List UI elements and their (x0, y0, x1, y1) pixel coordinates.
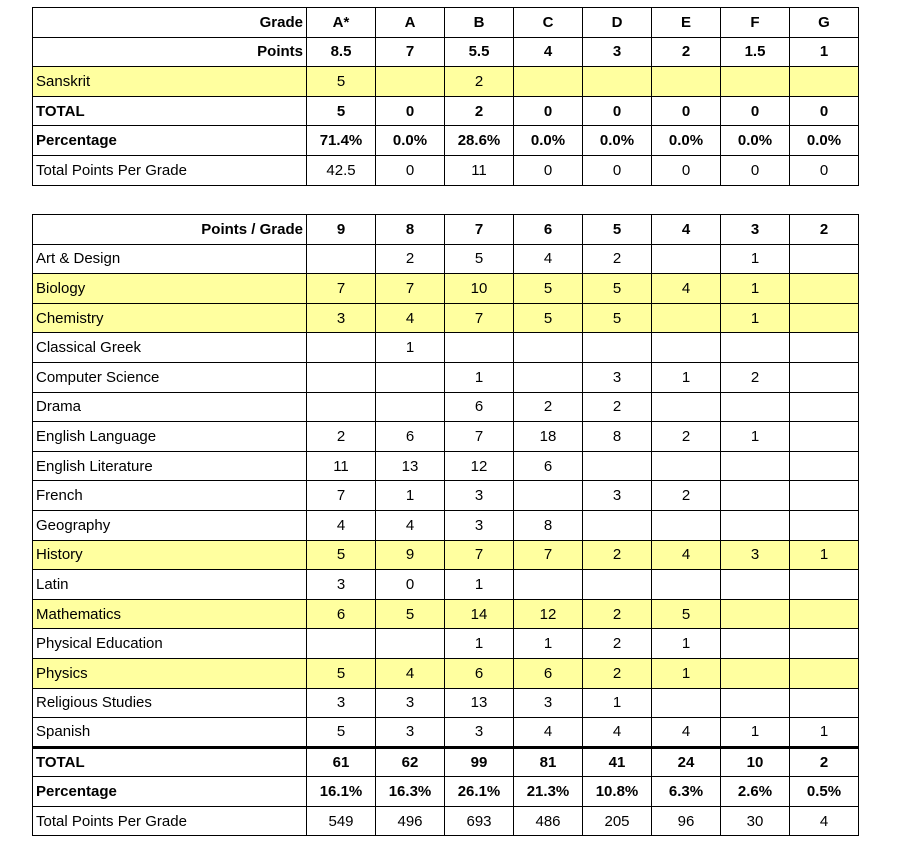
table-cell: 1 (652, 629, 721, 659)
subject-label: Computer Science (33, 362, 307, 392)
subject-row (33, 510, 859, 540)
table-cell: 1 (514, 629, 583, 659)
table-cell (514, 362, 583, 392)
table-cell: 99 (445, 747, 514, 777)
table-cell (721, 481, 790, 511)
table-cell: 71.4% (307, 126, 376, 156)
summary-label: Percentage (33, 777, 307, 807)
table-cell: 7 (445, 422, 514, 452)
table-cell: 9 (376, 540, 445, 570)
table-cell (790, 362, 859, 392)
table-cell: 4 (583, 718, 652, 748)
table-cell: 2 (514, 392, 583, 422)
table-cell (790, 599, 859, 629)
table-cell: 4 (652, 274, 721, 304)
table-cell (652, 392, 721, 422)
table-cell: 0 (376, 155, 445, 185)
table-row (33, 126, 859, 156)
table-cell: 0 (583, 155, 652, 185)
grade-points-table-sanskrit (32, 7, 859, 186)
table-cell: 2 (583, 392, 652, 422)
subject-label: Chemistry (33, 303, 307, 333)
table-cell: 5 (583, 303, 652, 333)
grade-header-cell: D (583, 8, 652, 38)
table-cell: 3 (445, 510, 514, 540)
subject-row (33, 599, 859, 629)
table-cell: 10.8% (583, 777, 652, 807)
table-cell: 486 (514, 806, 583, 836)
subject-row (33, 718, 859, 748)
subject-row (33, 658, 859, 688)
table-cell: 7 (514, 540, 583, 570)
table-row (33, 155, 859, 185)
table-cell (652, 688, 721, 718)
table-cell: 0.0% (583, 126, 652, 156)
table-cell: 1 (376, 481, 445, 511)
table-cell: 30 (721, 806, 790, 836)
table-cell: 2 (583, 244, 652, 274)
table-cell (376, 67, 445, 97)
table-cell: 2 (307, 422, 376, 452)
table-cell: 1 (445, 362, 514, 392)
table-cell (307, 362, 376, 392)
table-cell: 6 (307, 599, 376, 629)
table-cell: 1 (583, 688, 652, 718)
table-cell: 0.0% (652, 126, 721, 156)
points-header-cell: 7 (445, 215, 514, 245)
table-cell: 41 (583, 747, 652, 777)
table-cell (790, 629, 859, 659)
table-cell (721, 570, 790, 600)
subject-label: English Literature (33, 451, 307, 481)
table-cell: 11 (307, 451, 376, 481)
table-cell: 2 (652, 422, 721, 452)
points-header-cell: 9 (307, 215, 376, 245)
table-cell: 12 (514, 599, 583, 629)
table-cell: 5 (307, 718, 376, 748)
table-cell: 0.0% (514, 126, 583, 156)
table-cell: 18 (514, 422, 583, 452)
table-cell (514, 333, 583, 363)
subject-label: Physical Education (33, 629, 307, 659)
table-cell: 0 (790, 155, 859, 185)
table-cell (307, 244, 376, 274)
subject-label: Classical Greek (33, 333, 307, 363)
table-cell: 6.3% (652, 777, 721, 807)
table-cell: 3 (307, 303, 376, 333)
table-cell: 13 (445, 688, 514, 718)
table-cell: 3 (583, 362, 652, 392)
table-cell: 1 (376, 333, 445, 363)
table-cell: 6 (514, 451, 583, 481)
table-cell: 3 (376, 718, 445, 748)
table-cell: 1 (721, 244, 790, 274)
table-cell: 8 (583, 422, 652, 452)
table-cell (721, 333, 790, 363)
row-label: Sanskrit (33, 67, 307, 97)
table-cell (721, 599, 790, 629)
table-cell: 0.0% (376, 126, 445, 156)
points-header-cell: 6 (514, 215, 583, 245)
table-cell: 2 (790, 747, 859, 777)
table-cell (583, 333, 652, 363)
subject-label: Geography (33, 510, 307, 540)
table-cell (652, 67, 721, 97)
table-cell: 5 (514, 274, 583, 304)
table-cell: 0.0% (790, 126, 859, 156)
table-cell: 1 (652, 362, 721, 392)
table-cell: 7 (307, 481, 376, 511)
table-cell (721, 392, 790, 422)
table-cell (790, 67, 859, 97)
subject-label: Latin (33, 570, 307, 600)
table-cell: 4 (652, 718, 721, 748)
points-header-cell: 5 (583, 215, 652, 245)
summary-label: Total Points Per Grade (33, 806, 307, 836)
table-cell: 7 (376, 274, 445, 304)
table-cell: 3 (445, 481, 514, 511)
table-cell: 0 (514, 96, 583, 126)
table-cell: 2 (445, 67, 514, 97)
table-cell (583, 510, 652, 540)
table-cell: 1 (721, 274, 790, 304)
table-cell (790, 451, 859, 481)
points-header-cell: 1.5 (721, 37, 790, 67)
table-cell: 7 (445, 303, 514, 333)
table-cell: 4 (376, 510, 445, 540)
summary-label: TOTAL (33, 747, 307, 777)
points-grade-header-row (33, 215, 859, 245)
table-cell: 21.3% (514, 777, 583, 807)
table-cell (307, 333, 376, 363)
table-cell: 24 (652, 747, 721, 777)
subject-row (33, 333, 859, 363)
table-cell (790, 392, 859, 422)
table-cell (652, 333, 721, 363)
subject-row (33, 392, 859, 422)
table-cell: 0 (583, 96, 652, 126)
table-cell: 7 (445, 540, 514, 570)
table-cell (721, 67, 790, 97)
table-cell (514, 67, 583, 97)
points-header-cell: 2 (652, 37, 721, 67)
table-cell: 5 (514, 303, 583, 333)
subject-row (33, 540, 859, 570)
table-cell: 0.0% (721, 126, 790, 156)
table-cell: 205 (583, 806, 652, 836)
summary-row (33, 777, 859, 807)
subject-row (33, 481, 859, 511)
subject-label: History (33, 540, 307, 570)
table-cell: 16.3% (376, 777, 445, 807)
subject-label: Biology (33, 274, 307, 304)
table-cell (583, 570, 652, 600)
subject-row (33, 274, 859, 304)
table-cell: 2 (721, 362, 790, 392)
table-cell: 4 (514, 244, 583, 274)
table-cell: 2 (652, 481, 721, 511)
table-cell: 3 (721, 540, 790, 570)
table-row (33, 67, 859, 97)
table-cell: 7 (307, 274, 376, 304)
table-cell: 3 (445, 718, 514, 748)
table-cell (790, 658, 859, 688)
table-cell: 62 (376, 747, 445, 777)
table-cell: 42.5 (307, 155, 376, 185)
table-cell: 5 (307, 67, 376, 97)
table-cell (376, 362, 445, 392)
points-header-row (33, 37, 859, 67)
subject-label: Physics (33, 658, 307, 688)
table-cell: 13 (376, 451, 445, 481)
subject-label: Spanish (33, 718, 307, 748)
table-cell (652, 303, 721, 333)
grade-points-table-subjects (32, 214, 859, 836)
grade-header-cell: G (790, 8, 859, 38)
grade-header-cell: A (376, 8, 445, 38)
table-cell: 5 (307, 658, 376, 688)
table-cell: 4 (376, 658, 445, 688)
table-cell: 96 (652, 806, 721, 836)
table-cell (376, 392, 445, 422)
table-cell: 2.6% (721, 777, 790, 807)
grade-header-cell: E (652, 8, 721, 38)
table-cell: 1 (790, 540, 859, 570)
table-cell (790, 570, 859, 600)
grade-header-label: Grade (33, 8, 307, 38)
table-cell (652, 510, 721, 540)
table-cell: 1 (721, 718, 790, 748)
table-cell: 2 (583, 540, 652, 570)
subject-row (33, 688, 859, 718)
table-cell: 11 (445, 155, 514, 185)
table-cell (790, 510, 859, 540)
summary-row (33, 747, 859, 777)
table-cell (790, 481, 859, 511)
table-cell: 3 (307, 688, 376, 718)
table-cell (514, 481, 583, 511)
table-cell: 0 (376, 570, 445, 600)
subject-label: Drama (33, 392, 307, 422)
subject-label: Mathematics (33, 599, 307, 629)
points-header-cell: 4 (514, 37, 583, 67)
table-cell: 2 (376, 244, 445, 274)
subject-row (33, 244, 859, 274)
table-cell: 0.5% (790, 777, 859, 807)
grade-header-cell: F (721, 8, 790, 38)
table-cell (721, 629, 790, 659)
table-cell: 4 (376, 303, 445, 333)
table-cell: 5 (307, 540, 376, 570)
table-cell (790, 303, 859, 333)
row-label: TOTAL (33, 96, 307, 126)
table-cell: 1 (652, 658, 721, 688)
table-cell: 3 (307, 570, 376, 600)
points-header-cell: 7 (376, 37, 445, 67)
table-cell: 496 (376, 806, 445, 836)
table-cell: 0 (514, 155, 583, 185)
table-cell: 61 (307, 747, 376, 777)
table-cell: 5 (583, 274, 652, 304)
table-cell: 5 (376, 599, 445, 629)
table-cell: 10 (445, 274, 514, 304)
table-cell: 5 (307, 96, 376, 126)
table-cell (790, 244, 859, 274)
table-cell: 6 (514, 658, 583, 688)
subject-row (33, 362, 859, 392)
table-cell (307, 392, 376, 422)
table-cell (790, 422, 859, 452)
table-cell: 1 (721, 303, 790, 333)
table-cell: 6 (445, 658, 514, 688)
subject-row (33, 451, 859, 481)
subject-row (33, 303, 859, 333)
points-grade-header-label: Points / Grade (33, 215, 307, 245)
table-cell (790, 688, 859, 718)
grade-header-cell: B (445, 8, 514, 38)
row-label: Total Points Per Grade (33, 155, 307, 185)
table-cell: 549 (307, 806, 376, 836)
table-cell (514, 570, 583, 600)
table-cell: 3 (514, 688, 583, 718)
subject-label: English Language (33, 422, 307, 452)
table-cell: 3 (583, 481, 652, 511)
table-cell: 0 (721, 155, 790, 185)
table-cell: 2 (583, 599, 652, 629)
table-cell (583, 451, 652, 481)
table-cell: 6 (445, 392, 514, 422)
summary-row (33, 806, 859, 836)
table-cell: 0 (721, 96, 790, 126)
table-cell: 10 (721, 747, 790, 777)
table-cell: 4 (652, 540, 721, 570)
table-cell: 0 (652, 96, 721, 126)
table-cell (721, 658, 790, 688)
table-cell: 0 (652, 155, 721, 185)
table-cell: 2 (583, 658, 652, 688)
table-cell (721, 688, 790, 718)
subject-row (33, 570, 859, 600)
table-cell: 4 (790, 806, 859, 836)
subject-label: French (33, 481, 307, 511)
row-label: Percentage (33, 126, 307, 156)
table-cell: 12 (445, 451, 514, 481)
points-header-cell: 8.5 (307, 37, 376, 67)
table-cell (721, 510, 790, 540)
table-cell: 2 (583, 629, 652, 659)
subject-label: Religious Studies (33, 688, 307, 718)
table-cell (652, 244, 721, 274)
table-cell: 0 (376, 96, 445, 126)
table-cell (583, 67, 652, 97)
table-cell: 4 (307, 510, 376, 540)
table-cell (307, 629, 376, 659)
grade-header-row (33, 8, 859, 38)
points-header-cell: 5.5 (445, 37, 514, 67)
table-cell: 6 (376, 422, 445, 452)
points-header-cell: 8 (376, 215, 445, 245)
table-cell: 3 (376, 688, 445, 718)
points-header-cell: 1 (790, 37, 859, 67)
table-cell (652, 451, 721, 481)
points-header-cell: 3 (721, 215, 790, 245)
table-cell (790, 333, 859, 363)
table-cell: 81 (514, 747, 583, 777)
table-cell: 1 (445, 629, 514, 659)
table-cell: 1 (445, 570, 514, 600)
subject-row (33, 422, 859, 452)
points-header-cell: 4 (652, 215, 721, 245)
table-cell: 0 (790, 96, 859, 126)
table-cell: 1 (790, 718, 859, 748)
points-header-cell: 3 (583, 37, 652, 67)
table-cell (790, 274, 859, 304)
table-cell (376, 629, 445, 659)
table-cell: 8 (514, 510, 583, 540)
table-cell: 14 (445, 599, 514, 629)
table-cell: 4 (514, 718, 583, 748)
subject-row (33, 629, 859, 659)
table-cell: 28.6% (445, 126, 514, 156)
points-header-label: Points (33, 37, 307, 67)
subject-label: Art & Design (33, 244, 307, 274)
grade-header-cell: C (514, 8, 583, 38)
points-header-cell: 2 (790, 215, 859, 245)
table-cell: 26.1% (445, 777, 514, 807)
table-cell (652, 570, 721, 600)
table-row (33, 96, 859, 126)
table-cell (721, 451, 790, 481)
table-cell: 5 (445, 244, 514, 274)
table-cell: 16.1% (307, 777, 376, 807)
table-cell: 693 (445, 806, 514, 836)
table-cell (445, 333, 514, 363)
grade-header-cell: A* (307, 8, 376, 38)
table-cell: 1 (721, 422, 790, 452)
table-cell: 2 (445, 96, 514, 126)
table-cell: 5 (652, 599, 721, 629)
